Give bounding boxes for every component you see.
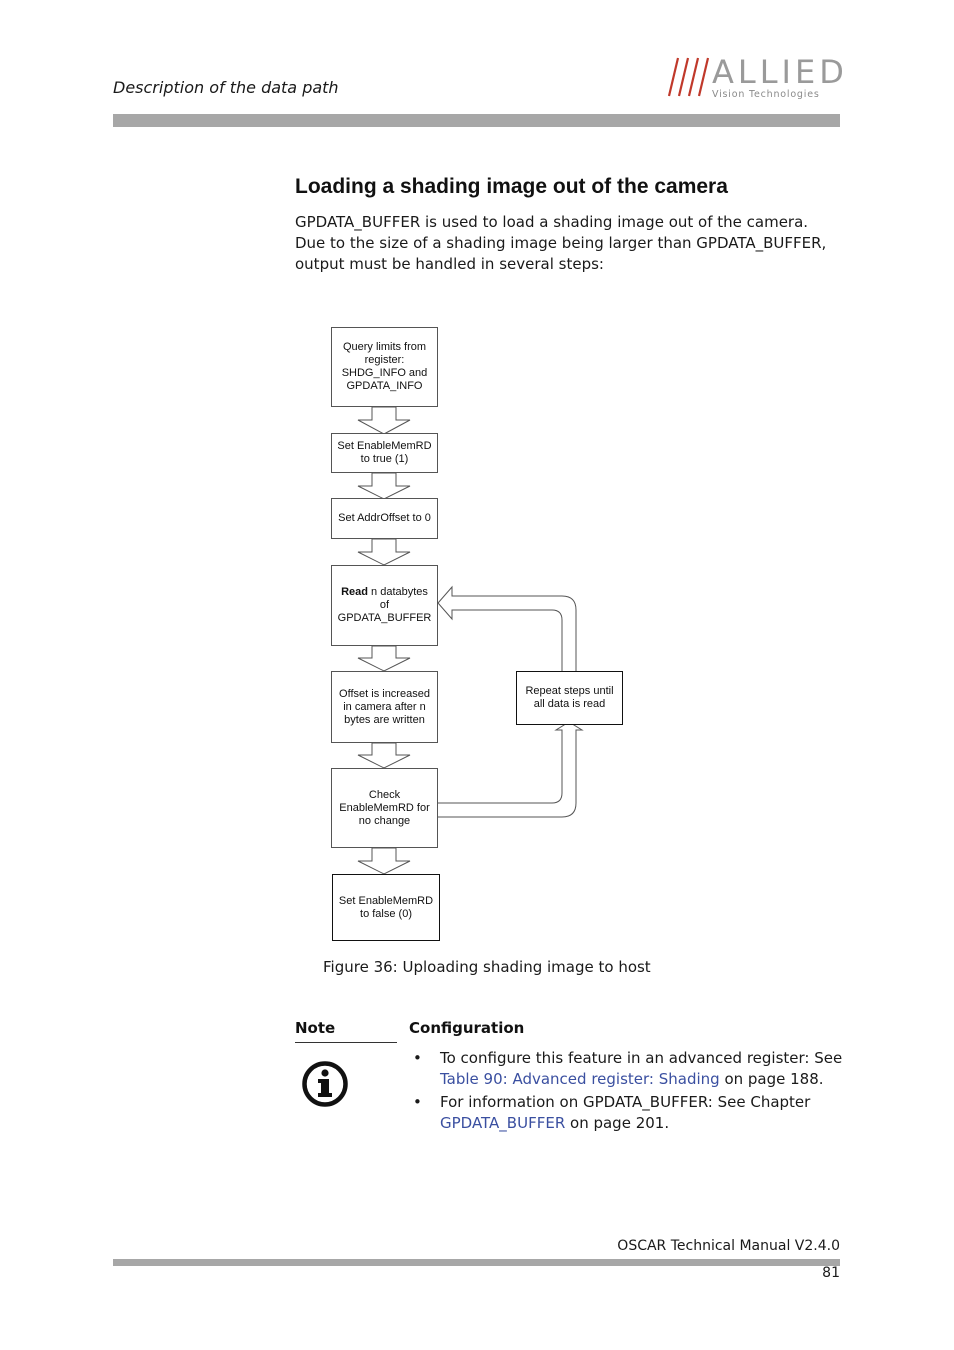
step-line: Set AddrOffset to 0 (338, 512, 431, 524)
step-line: in camera after n (343, 700, 426, 713)
page-number: 81 (822, 1265, 840, 1281)
note-bullet-1 (413, 1048, 843, 1092)
bullet-text-before: To configure this feature in an advanced register: See (440, 1049, 843, 1067)
step-line: no change (358, 814, 411, 827)
arrow-down-6 (358, 848, 410, 874)
page-heading: Loading a shading image out of the camera (295, 175, 728, 198)
step-line: Offset is increased (339, 687, 430, 700)
loop-pipe-upper (438, 587, 576, 671)
step-offset-increased (331, 671, 438, 743)
bullet-text-after: on page 201. (565, 1114, 670, 1132)
step-line: all data is read (533, 698, 606, 710)
step-check-enable-memrd (331, 768, 438, 848)
step-line: Set EnableMemRD (338, 894, 434, 907)
step-set-addr-offset (331, 498, 438, 539)
note-underline (295, 1042, 397, 1043)
step-line: bytes are written (344, 713, 425, 726)
bullet-text-before: For information on GPDATA_BUFFER: See Chapter (440, 1093, 811, 1111)
step-line: GPDATA_BUFFER (337, 612, 432, 624)
step-bold-word: Read (341, 586, 368, 598)
step-read-databytes (331, 565, 438, 646)
loop-repeat-steps (516, 671, 623, 725)
step-line: to false (0) (360, 907, 412, 920)
section-title: Description of the data path (113, 78, 339, 97)
info-icon (301, 1060, 349, 1108)
arrow-down-3 (358, 539, 410, 565)
step-line: Check (368, 788, 401, 801)
manual-title: OSCAR Technical Manual V2.4.0 (617, 1238, 840, 1254)
step-enable-memrd-true (331, 433, 438, 473)
arrow-down-2 (358, 473, 410, 499)
step-line (338, 586, 432, 599)
step-line: Repeat steps until (525, 685, 614, 697)
step-enable-memrd-false (332, 874, 440, 941)
bullet-dot: • (413, 1049, 422, 1067)
logo-brand: ALLIED (712, 53, 846, 91)
arrow-down-5 (358, 743, 410, 768)
step-line: SHDG_INFO and (341, 367, 428, 379)
step-line: to true (1) (360, 453, 409, 465)
arrow-down-4 (358, 646, 410, 671)
step-line: EnableMemRD for (339, 801, 430, 814)
loop-pipe-lower (437, 722, 582, 817)
step-rest: n databytes (367, 586, 428, 598)
bullet-text-after: on page 188. (719, 1070, 824, 1088)
link-gpdata-buffer[interactable]: GPDATA_BUFFER (440, 1114, 566, 1132)
step-line: Set EnableMemRD (337, 440, 432, 452)
note-bullet-2 (413, 1092, 843, 1136)
bullet-text (440, 1048, 850, 1090)
link-table-90[interactable]: Table 90: Advanced register: Shading (440, 1070, 720, 1088)
step-line: Query limits from (342, 341, 427, 353)
note-label: Note (295, 1019, 336, 1037)
logo-subtitle: Vision Technologies (712, 89, 820, 100)
step-line: of (379, 599, 390, 611)
note-heading: Configuration (409, 1019, 525, 1037)
step-line: GPDATA_INFO (346, 380, 423, 392)
figure-caption: Figure 36: Uploading shading image to host (323, 958, 651, 976)
footer-bar (113, 1259, 840, 1266)
arrow-down-1 (358, 407, 410, 434)
step-line: register: (364, 354, 405, 366)
bullet-dot: • (413, 1093, 422, 1111)
intro-paragraph: GPDATA_BUFFER is used to load a shading image out of the camera. Due to the size of a shading image being larger than GPDATA_BUFFER, output must be handled in several steps: (295, 213, 827, 273)
step-query-limits (331, 327, 438, 407)
bullet-text (440, 1092, 850, 1134)
